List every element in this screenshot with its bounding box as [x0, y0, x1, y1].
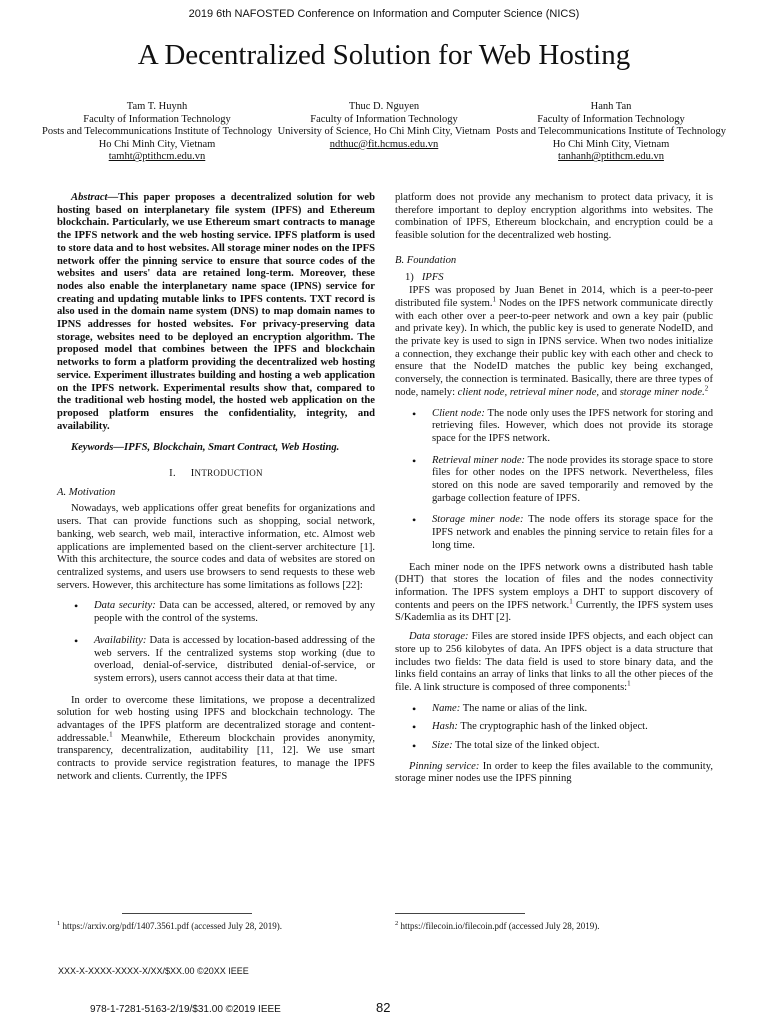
- list-item-label: Size:: [432, 740, 453, 752]
- isbn-line: 978-1-7281-5163-2/19/$31.00 ©2019 IEEE: [90, 1004, 281, 1015]
- paragraph-text: and: [599, 386, 620, 398]
- subsubsection-number: 1): [405, 271, 414, 283]
- author-email-link[interactable]: tamht@ptithcm.edu.vn: [108, 151, 206, 163]
- paragraph: [57, 695, 375, 784]
- list-item-label: Availability:: [94, 634, 147, 646]
- paragraph-text: Each miner node on the IPFS network owns a distributed hash table (DHT) that stores the location of files and the nodes connectivity information. The IPFS system employs a DHT to support discovery of contents and peers on the IPFS network.: [395, 561, 713, 611]
- author-name: Thuc D. Nguyen: [348, 101, 420, 112]
- footnote-divider: [395, 913, 525, 914]
- page-number: 82: [376, 1000, 391, 1015]
- list-item-label: Client node:: [432, 407, 485, 419]
- footnote-ref[interactable]: 1: [569, 597, 573, 606]
- footnote-link[interactable]: https://arxiv.org/pdf/1407.3561.pdf (accessed July 28, 2019).: [60, 921, 282, 931]
- list-item-text: The total size of the linked object.: [452, 740, 600, 752]
- list-item-label: Name:: [432, 702, 461, 714]
- paragraph: [395, 562, 713, 626]
- paragraph: platform does not provide any mechanism to protect data privacy, it is therefore important to deploy encryption algorithms into websites. The combination of IPFS, Ethereum blockchain, and encryption could be a feasible solution for the decentralized web hosting.: [395, 192, 713, 242]
- footnote-ref[interactable]: 2: [704, 384, 709, 393]
- keywords: Keywords—IPFS, Blockchain, Smart Contract, Web Hosting.: [71, 442, 340, 454]
- footnote-number: 2: [395, 920, 399, 927]
- paragraph: [395, 285, 713, 399]
- section-heading-introduction: [57, 467, 375, 481]
- author-name: Tam T. Huynh: [126, 101, 188, 112]
- subsection-heading-motivation: A. Motivation: [57, 486, 116, 498]
- paper-title: A Decentralized Solution for Web Hosting: [137, 39, 631, 71]
- subsection-heading-foundation: B. Foundation: [395, 254, 457, 266]
- author-affiliation: Posts and Telecommunications Institute of Technology: [42, 126, 272, 138]
- author-block-1: [37, 101, 277, 164]
- subsubsection-heading-ipfs: [405, 272, 713, 285]
- node-types-list: [395, 408, 713, 553]
- section-title-rest: NTRODUCTION: [194, 468, 263, 479]
- list-item-label: Hash:: [432, 721, 458, 733]
- list-item: [432, 740, 713, 753]
- limitations-list: [57, 600, 375, 685]
- footnote-ref[interactable]: 1: [627, 679, 631, 688]
- link-components-list: [395, 703, 713, 753]
- paragraph: [395, 631, 713, 695]
- paragraph-text: Files are stored inside IPFS objects, and each object can store up to 256 kilobytes of data. An IPFS object is a data structure that includes two fields: The data field is used to store binary data, and the links field contains an array of links that links to all the other pieces of the file. A link structure is composed of three components:: [395, 631, 713, 693]
- author-affiliation: Posts and Telecommunications Institute of Technology: [496, 126, 726, 138]
- copyright-placeholder: XXX-X-XXXX-XXXX-X/XX/$XX.00 ©20XX IEEE: [58, 966, 249, 976]
- paragraph-text: Meanwhile, Ethereum blockchain provides anonymity, transparency, decentralization, auditability [11, 12]. We use smart contracts to provide service registration features, to manage the IPFS network and clients. Currently, the IPFS: [57, 732, 375, 782]
- paragraph-text: In order to keep the files available to the community, storage miner nodes use the IPFS pinning: [395, 760, 713, 785]
- paragraph-italic: Pinning service:: [409, 760, 480, 772]
- list-item-text: The node provides its storage space to store files for other nodes on the IPFS network. Nevertheless, files stored on this node are saved temporarily and removed by the garbage collection feature of IPFS.: [432, 454, 713, 504]
- list-item: [432, 721, 713, 734]
- list-item-label: Data security:: [94, 600, 156, 612]
- paragraph-italic: storage miner node.: [619, 386, 705, 398]
- paragraph: [395, 761, 713, 786]
- section-title-initial: I: [190, 468, 195, 480]
- list-item: [94, 635, 375, 686]
- list-item-text: Data can be accessed, altered, or removed by any people with the control of the systems.: [94, 600, 375, 625]
- paragraph-italic: Data storage:: [409, 631, 469, 643]
- paragraph-text: Nodes on the IPFS network communicate directly with each other over a peer-to-peer network and own a key pair (public and private key). In which, the public key is used to generate NodeID, and the private key is used to sign in IPNS service. When two nodes initialize a connection, they exchange their public key with each other and check to ensure that the NodeID matches the public key being exchanged, conversely, the connection is terminated. Basically, there are three types of node, namely:: [395, 297, 713, 398]
- list-item: [432, 514, 713, 552]
- right-column: [395, 192, 713, 789]
- conference-header: 2019 6th NAFOSTED Conference on Information and Computer Science (NICS): [188, 8, 580, 20]
- list-item-label: Retrieval miner node:: [432, 454, 526, 466]
- section-number: I.: [169, 468, 176, 480]
- list-item: [432, 455, 713, 506]
- list-item-text: The node only uses the IPFS network for storing and retrieving files. However, which does not provide its storage space for the IPFS network.: [432, 407, 713, 444]
- paragraph-italic: client node, retrieval miner node,: [457, 386, 600, 398]
- footnote-link[interactable]: https://filecoin.io/filecoin.pdf (accessed July 28, 2019).: [398, 921, 600, 931]
- list-item-text: The cryptographic hash of the linked object.: [457, 721, 648, 733]
- paragraph: Nowadays, web applications offer great benefits for organizations and users. That can provide functions such as shopping, social network, banking, web search, web mail, interactive information, etc. Almost web applications are implemented based on the client-server architecture [1]. With this architecture, the source codes and data of websites are stored on centralized systems, and users use browsers to send requests to these web servers. However, this architecture has some limitations as follows [22]:: [57, 503, 375, 591]
- subsubsection-title: IPFS: [421, 271, 444, 283]
- abstract-body: —This paper proposes a decentralized solution for web hosting based on interplanetary file system (IPFS) and Ethereum blockchain. Particularly, we use Ethereum smart contracts to manage the IPFS network and the web hosting service. IPFS platform is used to store data and to host websites. All storage miner nodes on the IPFS network offer the pinning service to ensure that source codes of the websites and users' data are retained long-term. Moreover, these nodes also enable the interplanetary name space (IPNS) service for creating and updating mutable links to IPFS contents. TXT record is also used in the domain name system (DNS) to map domain names to IPNS addresses for hosted websites. For privacy-preserving data storage, websites need to be deployed an encryption algorithm. The proposed model that combines between the IPFS and blockchain networks to form a platform providing the decentralized web hosting service. Experiment illustrates building and hosting a web application on the IPFS network. Experimental results show that, compared to the traditional web hosting model, the hosted web application on the proposed platform ensures the confidentiality, integrity, and availability.: [57, 192, 375, 432]
- abstract-lead: Abstract: [71, 192, 108, 203]
- list-item-label: Storage miner node:: [432, 514, 524, 526]
- author-email-link[interactable]: ndthuc@fit.hcmus.edu.vn: [329, 138, 439, 150]
- author-name: Hanh Tan: [590, 101, 632, 112]
- list-item-text: The name or alias of the link.: [460, 702, 588, 714]
- paragraph-text: In order to overcome these limitations, we propose a decentralized solution for web hosting using IPFS and blockchain technology. The advantages of the IPFS platform are decentralized storage and content-addressable.: [57, 694, 375, 744]
- left-column: [57, 192, 375, 787]
- footnote-ref[interactable]: 1: [492, 295, 497, 304]
- list-item-text: Data is accessed by location-based addressing of the web servers. If the centralized systems stop working (due to overload, denial-of-service, distributed denial-of-service, or system errors), users cannot access their data at that time.: [94, 634, 375, 684]
- author-block-2: [264, 101, 504, 151]
- author-affiliation: University of Science, Ho Chi Minh City, Vietnam: [277, 126, 491, 138]
- author-affiliation: Faculty of Information Technology: [310, 113, 458, 125]
- list-item: [94, 600, 375, 625]
- author-affiliation: Faculty of Information Technology: [537, 113, 685, 125]
- paragraph-text: Currently, the IPFS system uses S/Kademlia as its DHT [2].: [395, 599, 713, 624]
- list-item: [432, 703, 713, 716]
- footnote-divider: [122, 913, 252, 914]
- footnote-2: [395, 921, 715, 931]
- author-email-link[interactable]: tanhanh@ptithcm.edu.vn: [558, 151, 664, 163]
- author-location: Ho Chi Minh City, Vietnam: [552, 138, 670, 150]
- footnote-number: 1: [57, 920, 61, 927]
- author-affiliation: Faculty of Information Technology: [83, 113, 231, 125]
- author-location: Ho Chi Minh City, Vietnam: [98, 138, 216, 150]
- abstract: [57, 192, 375, 433]
- list-item: [432, 408, 713, 446]
- paragraph-text: IPFS was proposed by Juan Benet in 2014, which is a peer-to-peer distributed file system.: [395, 285, 713, 309]
- author-block-3: [491, 101, 731, 164]
- footnote-ref[interactable]: 1: [109, 730, 113, 739]
- list-item-text: The node offers its storage space for the IPFS network and enables the pinning service to retain files for a long time.: [432, 514, 714, 551]
- footnote-1: [57, 921, 377, 931]
